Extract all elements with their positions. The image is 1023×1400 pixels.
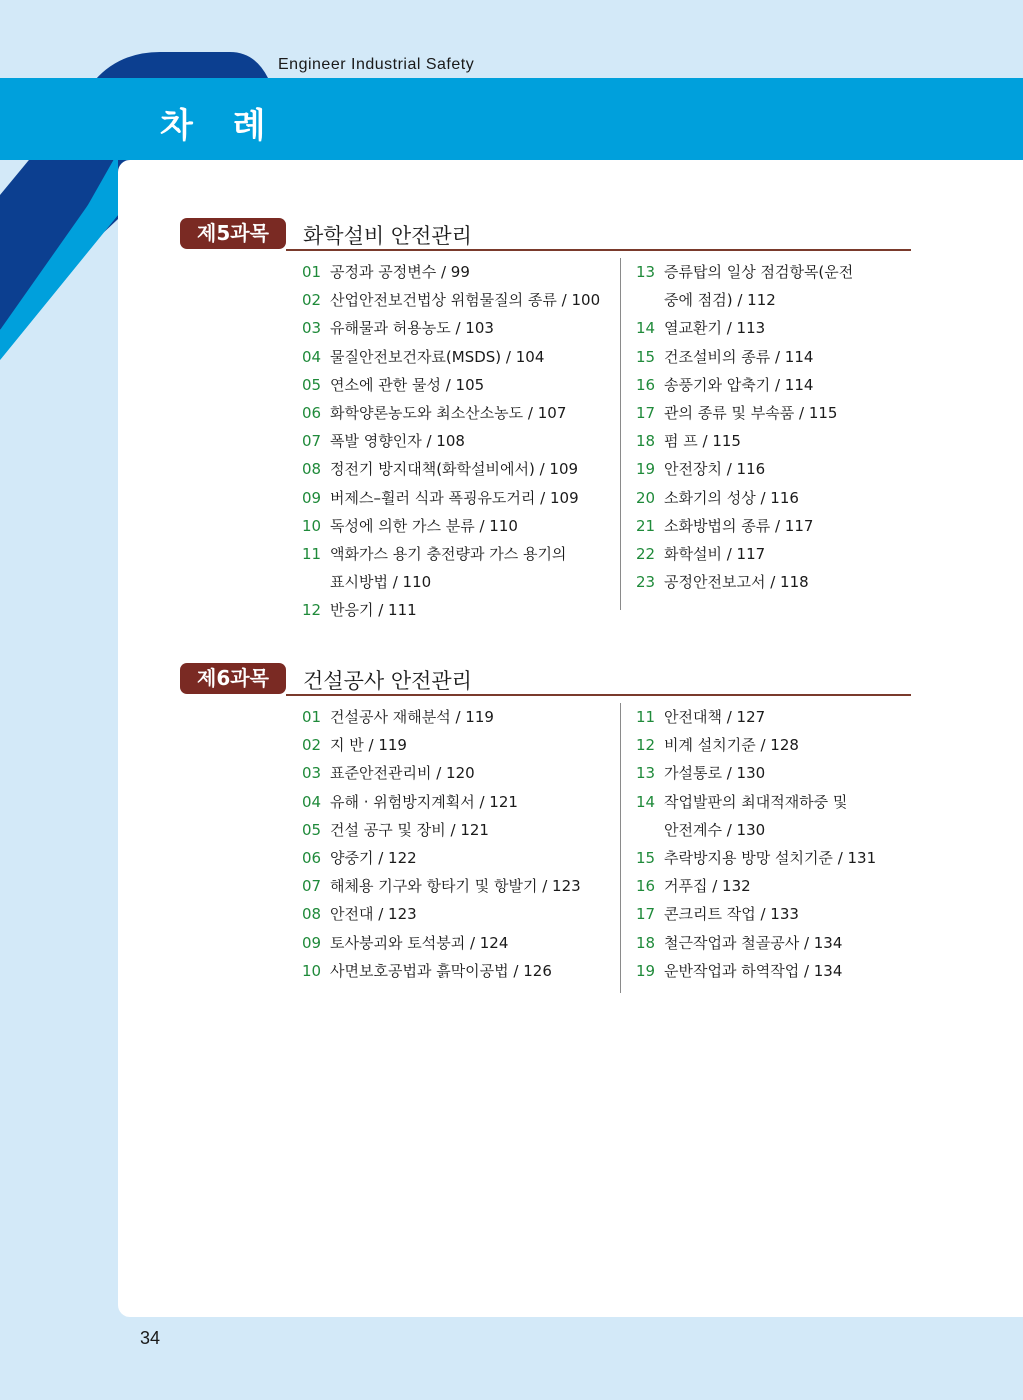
toc-item[interactable] <box>302 596 612 624</box>
item-number: 04 <box>302 792 322 811</box>
item-number: 21 <box>636 516 656 535</box>
item-number: 15 <box>636 347 656 366</box>
item-text: 반응기 / 111 <box>330 601 417 620</box>
item-number: 06 <box>302 404 322 423</box>
item-text: 양중기 / 122 <box>330 849 417 868</box>
toc-item[interactable] <box>302 343 612 371</box>
toc-column-left <box>302 703 612 985</box>
toc-item[interactable] <box>636 314 906 342</box>
column-divider <box>620 703 621 993</box>
toc-item[interactable] <box>636 343 906 371</box>
item-text: 비계 설치기준 / 128 <box>664 736 799 755</box>
item-number: 17 <box>636 404 656 423</box>
item-text: 버제스–휠러 식과 폭굉유도거리 / 109 <box>330 488 579 507</box>
item-text: 작업발판의 최대적재하중 및 <box>664 792 848 811</box>
item-number: 02 <box>302 291 322 310</box>
item-text: 송풍기와 압축기 / 114 <box>664 375 814 394</box>
page-title: 차 례 <box>160 106 280 146</box>
toc-item[interactable] <box>302 844 612 872</box>
toc-item[interactable] <box>302 484 612 512</box>
item-text: 유해물과 허용농도 / 103 <box>330 319 494 338</box>
toc-item[interactable] <box>302 512 612 540</box>
subject-badge: 제6과목 <box>180 663 286 694</box>
toc-item[interactable] <box>636 872 906 900</box>
toc-item[interactable] <box>636 759 906 787</box>
item-text: 소화기의 성상 / 116 <box>664 488 799 507</box>
toc-item[interactable] <box>636 703 906 731</box>
item-text: 연소에 관한 물성 / 105 <box>330 375 485 394</box>
item-number: 23 <box>636 573 656 592</box>
toc-item[interactable] <box>636 929 906 957</box>
item-number: 18 <box>636 432 656 451</box>
item-number: 01 <box>302 708 322 726</box>
toc-item[interactable] <box>302 957 612 985</box>
toc-item[interactable] <box>302 731 612 759</box>
item-number: 07 <box>302 432 322 451</box>
item-text: 해체용 기구와 항타기 및 항발기 / 123 <box>330 877 581 896</box>
toc-item-continuation[interactable] <box>636 286 906 314</box>
header-rule <box>286 249 911 251</box>
toc-item[interactable] <box>636 540 906 568</box>
section-title: 화학설비 안전관리 <box>303 224 472 248</box>
section-title: 건설공사 안전관리 <box>303 669 472 693</box>
toc-item[interactable] <box>302 258 612 286</box>
toc-item[interactable] <box>302 314 612 342</box>
toc-item[interactable] <box>636 258 906 286</box>
toc-column-left <box>302 258 612 625</box>
item-text: 펌 프 / 115 <box>664 432 741 451</box>
header-rule <box>286 694 911 696</box>
item-text: 공정안전보고서 / 118 <box>664 573 809 592</box>
item-text: 추락방지용 방망 설치기준 / 131 <box>664 849 877 868</box>
toc-item[interactable] <box>636 455 906 483</box>
item-number: 13 <box>636 263 656 281</box>
toc-column-right <box>636 258 906 596</box>
toc-item[interactable] <box>302 427 612 455</box>
toc-item[interactable] <box>302 929 612 957</box>
toc-item[interactable] <box>302 816 612 844</box>
toc-item[interactable] <box>636 484 906 512</box>
item-number: 08 <box>302 460 322 479</box>
item-number: 07 <box>302 877 322 896</box>
item-number: 05 <box>302 820 322 839</box>
item-text: 가설통로 / 130 <box>664 764 766 783</box>
toc-columns <box>180 703 911 993</box>
toc-item[interactable] <box>636 427 906 455</box>
item-text: 철근작업과 철골공사 / 134 <box>664 933 843 952</box>
toc-item[interactable] <box>636 568 906 596</box>
item-text: 관의 종류 및 부속품 / 115 <box>664 404 838 423</box>
item-text: 표준안전관리비 / 120 <box>330 764 475 783</box>
item-text: 공정과 공정변수 / 99 <box>330 263 470 281</box>
subject-badge: 제5과목 <box>180 218 286 249</box>
item-text: 거푸집 / 132 <box>664 877 751 896</box>
page-number: 34 <box>140 1328 161 1348</box>
item-text: 안전대책 / 127 <box>664 708 766 726</box>
item-number: 10 <box>302 961 322 980</box>
toc-item[interactable] <box>302 399 612 427</box>
item-text: 유해 · 위험방지계획서 / 121 <box>330 792 518 811</box>
item-text: 건설 공구 및 장비 / 121 <box>330 820 489 839</box>
item-number: 18 <box>636 933 656 952</box>
toc-item[interactable] <box>636 399 906 427</box>
section-construction <box>180 663 911 993</box>
item-number: 22 <box>636 545 656 564</box>
item-number: 04 <box>302 347 322 366</box>
section-header <box>180 218 911 250</box>
item-text: 액화가스 용기 충전량과 가스 용기의 <box>330 545 567 564</box>
item-number: 12 <box>636 736 656 755</box>
toc-item-continuation[interactable] <box>636 816 906 844</box>
item-number: 19 <box>636 460 656 479</box>
toc-item[interactable] <box>636 788 906 816</box>
toc-item[interactable] <box>636 371 906 399</box>
toc-item[interactable] <box>636 731 906 759</box>
item-number: 03 <box>302 764 322 783</box>
item-text: 물질안전보건자료(MSDS) / 104 <box>330 347 545 366</box>
toc-item[interactable] <box>636 844 906 872</box>
toc-item[interactable] <box>302 455 612 483</box>
item-text: 소화방법의 종류 / 117 <box>664 516 814 535</box>
item-text: 안전대 / 123 <box>330 905 417 924</box>
item-text: 안전장치 / 116 <box>664 460 766 479</box>
toc-item[interactable] <box>302 900 612 928</box>
item-text: 건조설비의 종류 / 114 <box>664 347 814 366</box>
toc-column-right <box>636 703 906 985</box>
item-text: 안전계수 / 130 <box>664 820 766 839</box>
item-number: 10 <box>302 516 322 535</box>
item-text: 산업안전보건법상 위험물질의 종류 / 100 <box>330 291 601 310</box>
section-chemical <box>180 218 911 620</box>
item-number: 11 <box>302 545 322 564</box>
item-number: 19 <box>636 961 656 980</box>
item-text: 중에 점검) / 112 <box>664 291 776 310</box>
item-text: 지 반 / 119 <box>330 736 407 755</box>
item-number: 14 <box>636 792 656 811</box>
item-number: 13 <box>636 764 656 783</box>
item-number: 16 <box>636 877 656 896</box>
toc-item[interactable] <box>302 703 612 731</box>
toc-item[interactable] <box>302 872 612 900</box>
toc-item[interactable] <box>302 759 612 787</box>
item-text: 건설공사 재해분석 / 119 <box>330 708 494 726</box>
item-number: 03 <box>302 319 322 338</box>
item-number: 16 <box>636 375 656 394</box>
toc-item[interactable] <box>302 540 612 568</box>
item-text: 열교환기 / 113 <box>664 319 766 338</box>
item-number: 08 <box>302 905 322 924</box>
item-number: 05 <box>302 375 322 394</box>
item-text: 화학양론농도와 최소산소농도 / 107 <box>330 404 567 423</box>
item-number: 15 <box>636 849 656 868</box>
item-number: 12 <box>302 601 322 620</box>
item-text: 토사붕괴와 토석붕괴 / 124 <box>330 933 509 952</box>
item-text: 증류탑의 일상 점검항목(운전 <box>664 263 854 281</box>
toc-columns <box>180 258 911 620</box>
item-text: 정전기 방지대책(화학설비에서) / 109 <box>330 460 579 479</box>
item-text: 폭발 영향인자 / 108 <box>330 432 465 451</box>
item-text: 운반작업과 하역작업 / 134 <box>664 961 843 980</box>
toc-item-continuation[interactable] <box>302 568 612 596</box>
item-number: 09 <box>302 488 322 507</box>
toc-item[interactable] <box>636 900 906 928</box>
toc-item[interactable] <box>636 957 906 985</box>
toc-item[interactable] <box>302 371 612 399</box>
section-header <box>180 663 911 695</box>
item-number: 06 <box>302 849 322 868</box>
item-text: 화학설비 / 117 <box>664 545 766 564</box>
book-title: Engineer Industrial Safety <box>278 56 475 73</box>
item-number: 11 <box>636 708 656 726</box>
item-text: 사면보호공법과 흙막이공법 / 126 <box>330 961 552 980</box>
toc-item[interactable] <box>302 286 612 314</box>
item-text: 독성에 의한 가스 분류 / 110 <box>330 516 518 535</box>
toc-item[interactable] <box>302 788 612 816</box>
column-divider <box>620 258 621 610</box>
item-number: 02 <box>302 736 322 755</box>
item-number: 09 <box>302 933 322 952</box>
item-number: 01 <box>302 263 322 281</box>
item-number: 14 <box>636 319 656 338</box>
toc-item[interactable] <box>636 512 906 540</box>
item-text: 표시방법 / 110 <box>330 573 432 592</box>
item-number: 17 <box>636 905 656 924</box>
item-text: 콘크리트 작업 / 133 <box>664 905 799 924</box>
item-number: 20 <box>636 488 656 507</box>
